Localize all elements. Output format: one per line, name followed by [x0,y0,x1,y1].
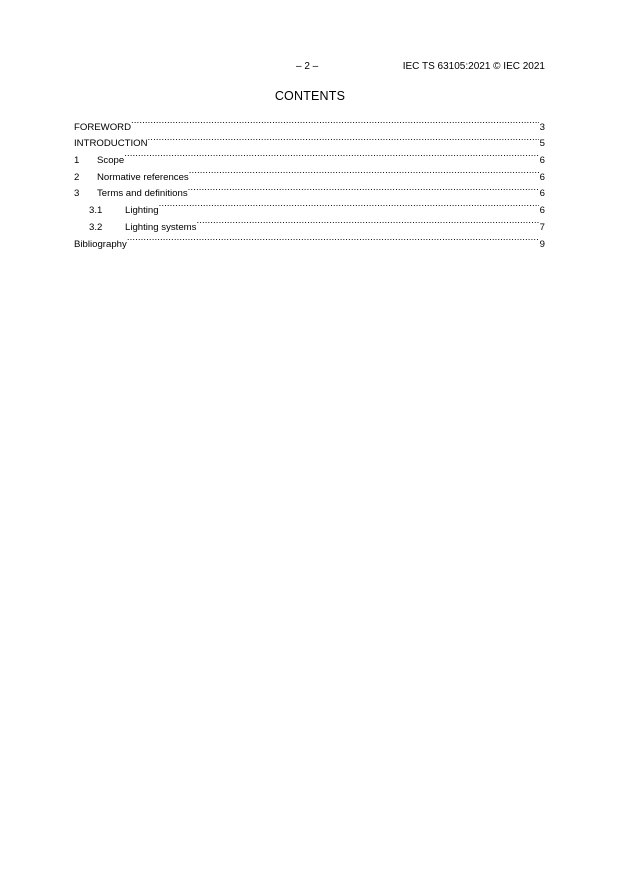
toc-section-number: 2 [74,171,80,183]
toc-entry-foreword[interactable] [74,113,545,133]
toc-page-number: 6 [539,171,545,183]
toc-section-number: 3.1 [89,205,103,217]
toc-page-number: 3 [539,121,545,133]
toc-dot-leader [159,196,539,213]
toc-dot-leader [127,230,539,247]
toc-entry-label: Terms and definitions [97,188,188,200]
toc-page-number: 6 [539,205,545,217]
toc-entry-normative-references[interactable] [74,163,545,183]
toc-section-number: 3.2 [89,221,103,233]
toc-dot-leader [189,163,539,180]
toc-dot-leader [196,213,538,230]
toc-entry-label: Lighting [125,205,159,217]
toc-dot-leader [148,130,539,147]
toc-entry-label: FOREWORD [74,121,132,133]
toc-dot-leader [131,113,539,130]
toc-dot-leader [188,180,539,197]
toc-entry-label: Bibliography [74,238,127,250]
toc-entry-introduction[interactable] [74,130,545,150]
toc-page-number: 6 [539,155,545,167]
toc-entry-label: Scope [97,155,125,167]
toc-page-number: 6 [539,188,545,200]
contents-title: CONTENTS [274,89,346,103]
toc-entry-label: Normative references [97,171,189,183]
toc-entry-bibliography[interactable] [74,230,545,250]
toc-page-number: 9 [539,238,545,250]
toc-entry-label: Lighting systems [125,221,197,233]
toc-page-number: 5 [539,138,545,150]
page-number: – 2 – [296,61,319,72]
toc-entry-label: INTRODUCTION [74,138,148,150]
toc-dot-leader [124,146,538,163]
toc-page-number: 7 [539,221,545,233]
toc-entry-scope[interactable] [74,146,545,167]
toc-section-number: 3 [74,188,80,200]
toc-section-number: 1 [74,155,80,167]
table-of-contents [74,113,545,250]
document-reference: IEC TS 63105:2021 © IEC 2021 [402,61,545,72]
page-header [0,61,620,75]
